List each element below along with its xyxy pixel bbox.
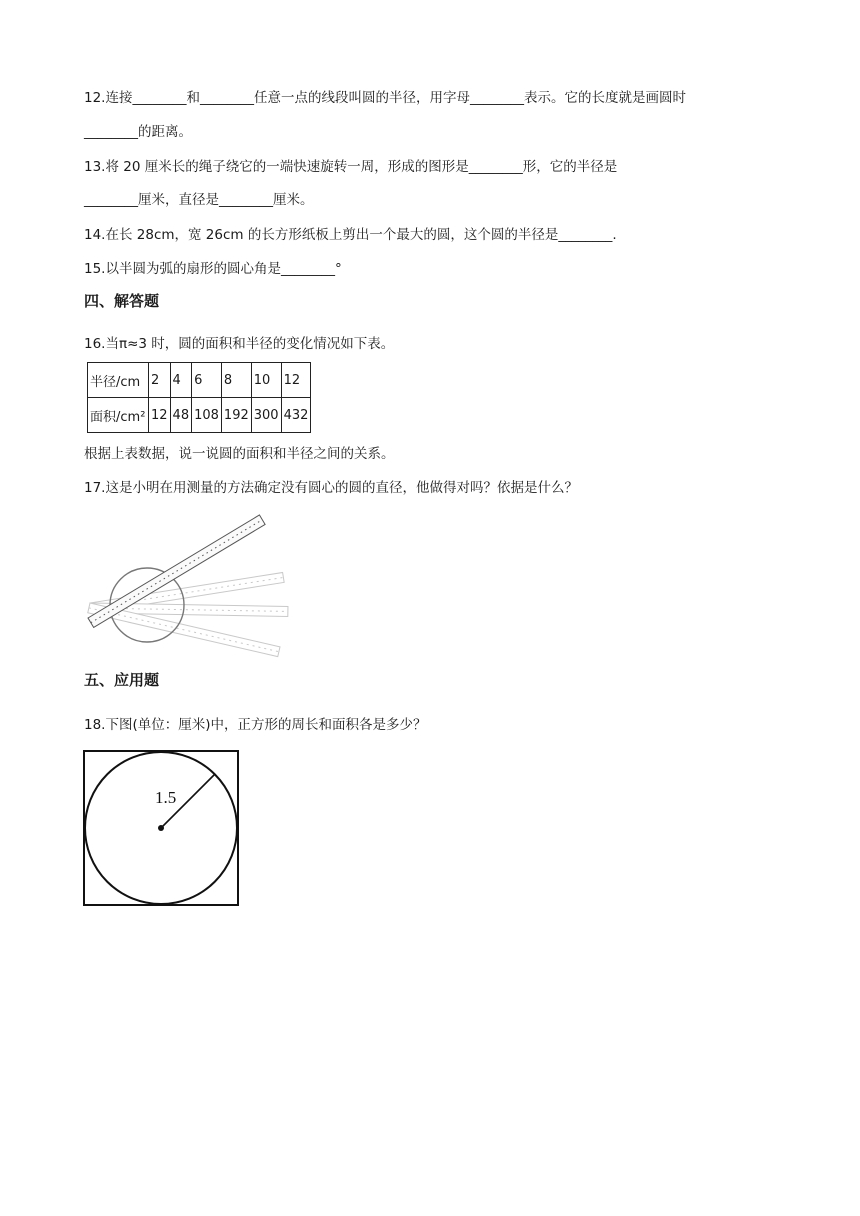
radius-area-table (87, 362, 311, 433)
table-cell: 8 (221, 363, 251, 398)
question-15: 15.以半圆为弧的扇形的圆心角是________° (84, 261, 342, 277)
table-cell: 2 (149, 363, 171, 398)
question-16-intro: 16.当π≈3 时，圆的面积和半径的变化情况如下表。 (84, 336, 395, 352)
table-row-radius (88, 363, 311, 398)
table-cell: 6 (192, 363, 222, 398)
question-16-followup: 根据上表数据，说一说圆的面积和半径之间的关系。 (84, 446, 395, 462)
table-cell: 300 (251, 398, 281, 433)
question-18: 18.下图(单位：厘米)中，正方形的周长和面积各是多少？ (84, 717, 427, 733)
table-cell: 432 (281, 398, 311, 433)
table-cell: 10 (251, 363, 281, 398)
radius-label: 1.5 (155, 788, 177, 807)
table-header-area: 面积/cm² (88, 398, 149, 433)
table-cell: 108 (192, 398, 222, 433)
center-dot (158, 825, 164, 831)
table-cell: 48 (170, 398, 192, 433)
table-cell: 4 (170, 363, 192, 398)
question-13-line-2: ________厘米，直径是________厘米。 (84, 192, 314, 208)
question-14: 14.在长 28cm，宽 26cm 的长方形纸板上剪出一个最大的圆，这个圆的半径是________. (84, 227, 617, 243)
table-cell: 12 (281, 363, 311, 398)
question-12-line-2: ________的距离。 (84, 124, 192, 140)
table-row-area (88, 398, 311, 433)
question-13-line-1: 13.将 20 厘米长的绳子绕它的一端快速旋转一周，形成的图形是________形，它的半径是 (84, 159, 618, 175)
table-cell: 12 (149, 398, 171, 433)
table-header-radius: 半径/cm (88, 363, 149, 398)
section-heading-4: 四、解答题 (84, 292, 160, 310)
section-heading-5: 五、应用题 (84, 671, 160, 689)
question-17: 17.这是小明在用测量的方法确定没有圆心的圆的直径，他做得对吗？依据是什么？ (84, 480, 578, 496)
question-12-line-1: 12.连接________和________任意一点的线段叫圆的半径，用字母________表示。它的长度就是画圆时 (84, 90, 686, 106)
ruler-measurement-illustration (80, 505, 295, 665)
table-cell: 192 (221, 398, 251, 433)
square-circle-figure (82, 749, 242, 909)
